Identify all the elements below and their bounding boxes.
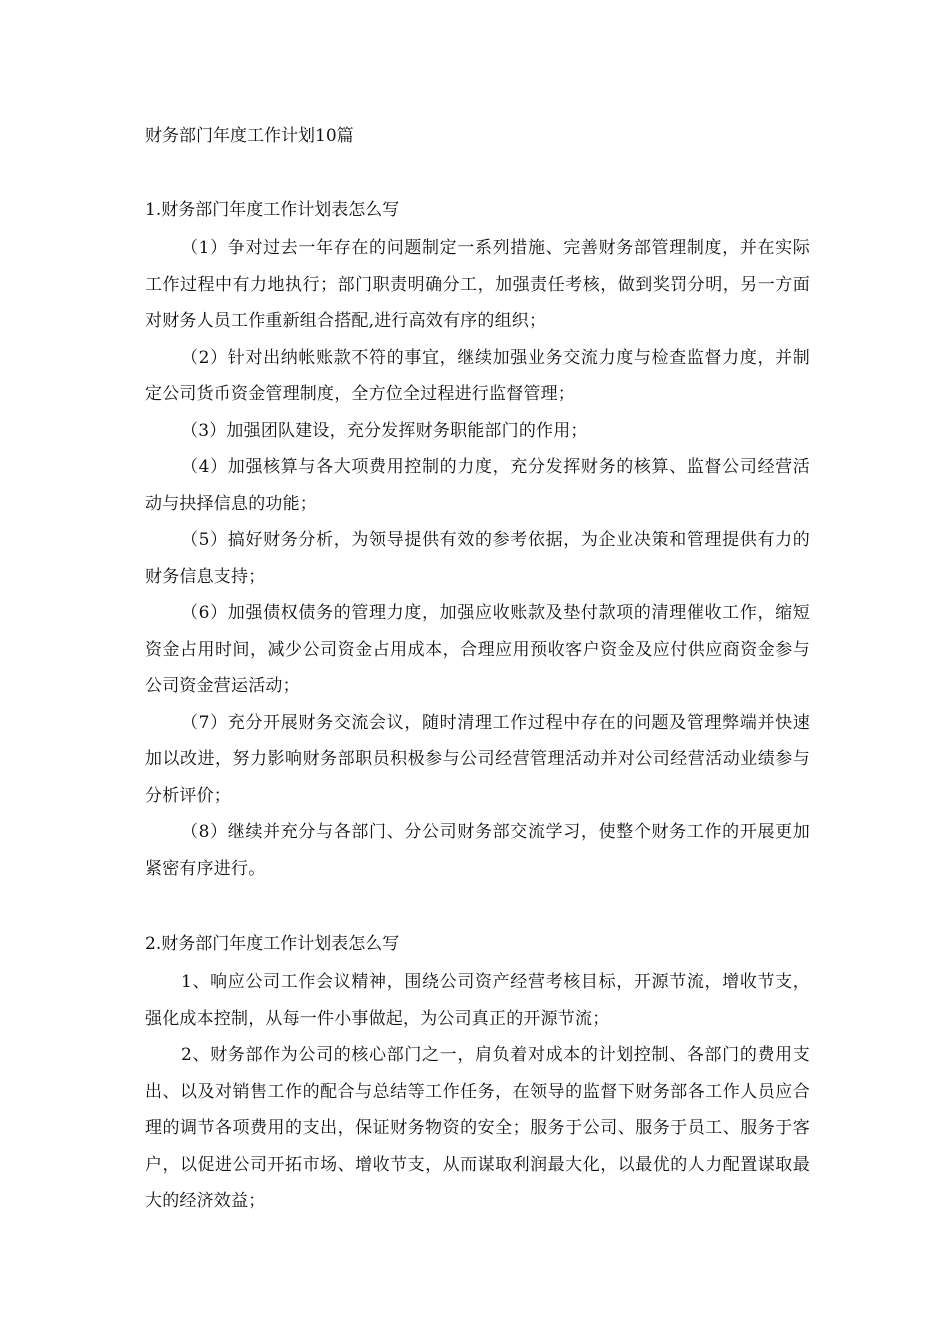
paragraph: （6）加强债权债务的管理力度，加强应收账款及垫付款项的清理催收工作，缩短资金占用时间，减少公司资金占用成本，合理应用预收客户资金及应付供应商资金参与公司资金营运活动；: [145, 603, 810, 696]
paragraph: 2、财务部作为公司的核心部门之一，肩负着对成本的计划控制、各部门的费用支出、以及对销售工作的配合与总结等工作任务，在领导的监督下财务部各工作人员应合理的调节各项费用的支出，保证财务物资的安全；服务于公司、服务于员工、服务于客户，以促进公司开拓市场、增收节支，从而谋取利润最大化，以最优的人力配置谋取最大的经济效益；: [145, 1045, 810, 1211]
paragraph: 1、响应公司工作会议精神，围绕公司资产经营考核目标，开源节流，增收节支，强化成本控制，从每一件小事做起，为公司真正的开源节流；: [145, 972, 810, 1029]
paragraph: （2）针对出纳帐账款不符的事宜，继续加强业务交流力度与检查监督力度，并制定公司货币资金管理制度，全方位全过程进行监督管理；: [145, 347, 810, 404]
section-heading: 2.财务部门年度工作计划表怎么写: [145, 934, 400, 954]
paragraph: （7）充分开展财务交流会议，随时清理工作过程中存在的问题及管理弊端并快速加以改进，努力影响财务部职员积极参与公司经营管理活动并对公司经营活动业绩参与分析评价；: [145, 712, 810, 806]
section-heading: 1.财务部门年度工作计划表怎么写: [145, 200, 400, 220]
paragraph: （4）加强核算与各大项费用控制的力度，充分发挥财务的核算、监督公司经营活动与抉择信息的功能；: [145, 457, 810, 514]
paragraph: （5）搞好财务分析，为领导提供有效的参考依据，为企业决策和管理提供有力的财务信息支持；: [145, 530, 810, 587]
section-2: [145, 930, 810, 1220]
paragraph: （8）继续并充分与各部门、分公司财务部交流学习，使整个财务工作的开展更加紧密有序进行。: [145, 822, 810, 879]
paragraph: （3）加强团队建设，充分发挥财务职能部门的作用；: [181, 420, 588, 441]
paragraph: （1）争对过去一年存在的问题制定一系列措施、完善财务部管理制度，并在实际工作过程中有力地执行；部门职责明确分工，加强责任考核，做到奖罚分明，另一方面对财务人员工作重新组合搭配,进行高效有序的组织；: [145, 238, 810, 331]
section-1: [145, 196, 810, 887]
document-title: 财务部门年度工作计划10篇: [145, 126, 354, 146]
